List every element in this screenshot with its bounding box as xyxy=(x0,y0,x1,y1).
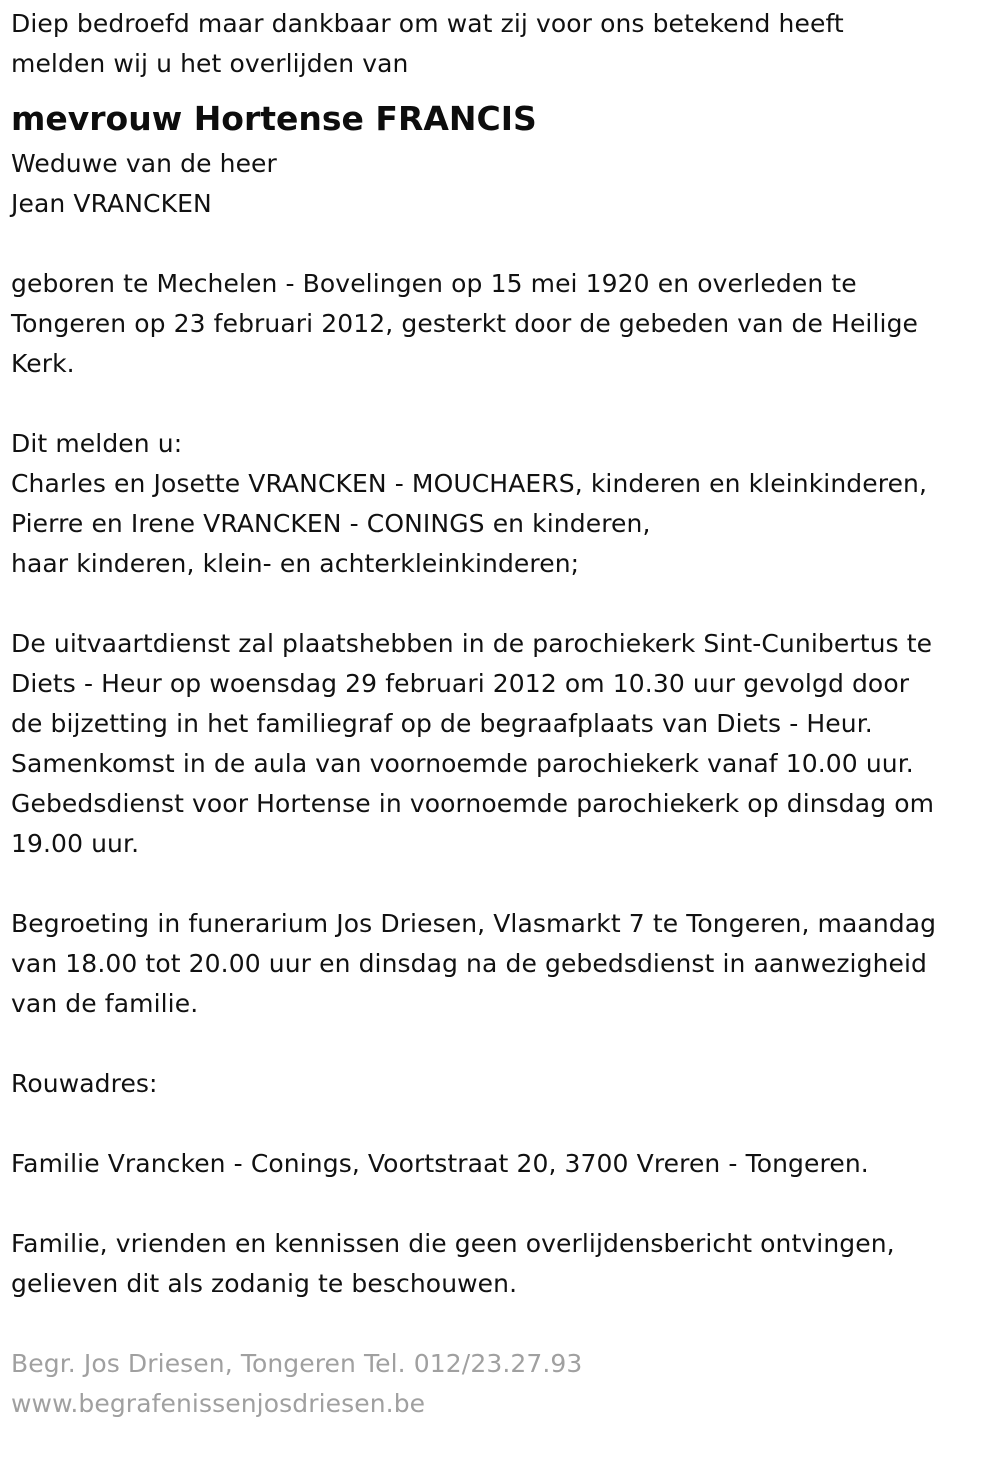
spacer xyxy=(11,1184,996,1224)
spacer xyxy=(11,864,996,904)
spouse-line: Weduwe van de heer xyxy=(11,149,277,178)
service-line: Gebedsdienst voor Hortense in voornoemde parochiekerk op dinsdag om xyxy=(11,789,935,818)
obituary-notice xyxy=(11,4,996,1424)
announcer-line: haar kinderen, klein- en achterkleinkinderen; xyxy=(11,549,580,578)
spacer xyxy=(11,1304,996,1344)
funeral-home-website[interactable]: www.begrafenissenjosdriesen.be xyxy=(11,1389,426,1418)
birth-death-line: geboren te Mechelen - Bovelingen op 15 mei 1920 en overleden te xyxy=(11,269,857,298)
spacer xyxy=(11,224,996,264)
intro-line: melden wij u het overlijden van xyxy=(11,49,409,78)
greeting-line: Begroeting in funerarium Jos Driesen, Vlasmarkt 7 te Tongeren, maandag xyxy=(11,909,937,938)
closing-line: Familie, vrienden en kennissen die geen overlijdensbericht ontvingen, xyxy=(11,1229,895,1258)
spacer xyxy=(11,1104,996,1144)
birth-death-line: Kerk. xyxy=(11,349,75,378)
service-line: Diets - Heur op woensdag 29 februari 2012 om 10.30 uur gevolgd door xyxy=(11,669,910,698)
intro-line: Diep bedroefd maar dankbaar om wat zij voor ons betekend heeft xyxy=(11,9,844,38)
service-line: de bijzetting in het familiegraf op de begraafplaats van Diets - Heur. xyxy=(11,709,873,738)
mourning-address: Familie Vrancken - Conings, Voortstraat 20, 3700 Vreren - Tongeren. xyxy=(11,1149,869,1178)
announcers-heading: Dit melden u: xyxy=(11,429,183,458)
spacer xyxy=(11,1024,996,1064)
announcer-line: Charles en Josette VRANCKEN - MOUCHAERS, kinderen en kleinkinderen, xyxy=(11,469,928,498)
greeting-line: van 18.00 tot 20.00 uur en dinsdag na de gebedsdienst in aanwezigheid xyxy=(11,949,928,978)
service-line: De uitvaartdienst zal plaatshebben in de parochiekerk Sint-Cunibertus te xyxy=(11,629,933,658)
spouse-line: Jean VRANCKEN xyxy=(11,189,212,218)
service-line: Samenkomst in de aula van voornoemde parochiekerk vanaf 10.00 uur. xyxy=(11,749,914,778)
mourning-address-label: Rouwadres: xyxy=(11,1069,158,1098)
spacer xyxy=(11,384,996,424)
deceased-name: mevrouw Hortense FRANCIS xyxy=(11,99,537,138)
closing-line: gelieven dit als zodanig te beschouwen. xyxy=(11,1269,518,1298)
greeting-line: van de familie. xyxy=(11,989,199,1018)
spacer xyxy=(11,584,996,624)
announcer-line: Pierre en Irene VRANCKEN - CONINGS en kinderen, xyxy=(11,509,651,538)
birth-death-line: Tongeren op 23 februari 2012, gesterkt door de gebeden van de Heilige xyxy=(11,309,919,338)
service-line: 19.00 uur. xyxy=(11,829,140,858)
funeral-home-contact: Begr. Jos Driesen, Tongeren Tel. 012/23.27.93 xyxy=(11,1349,583,1378)
